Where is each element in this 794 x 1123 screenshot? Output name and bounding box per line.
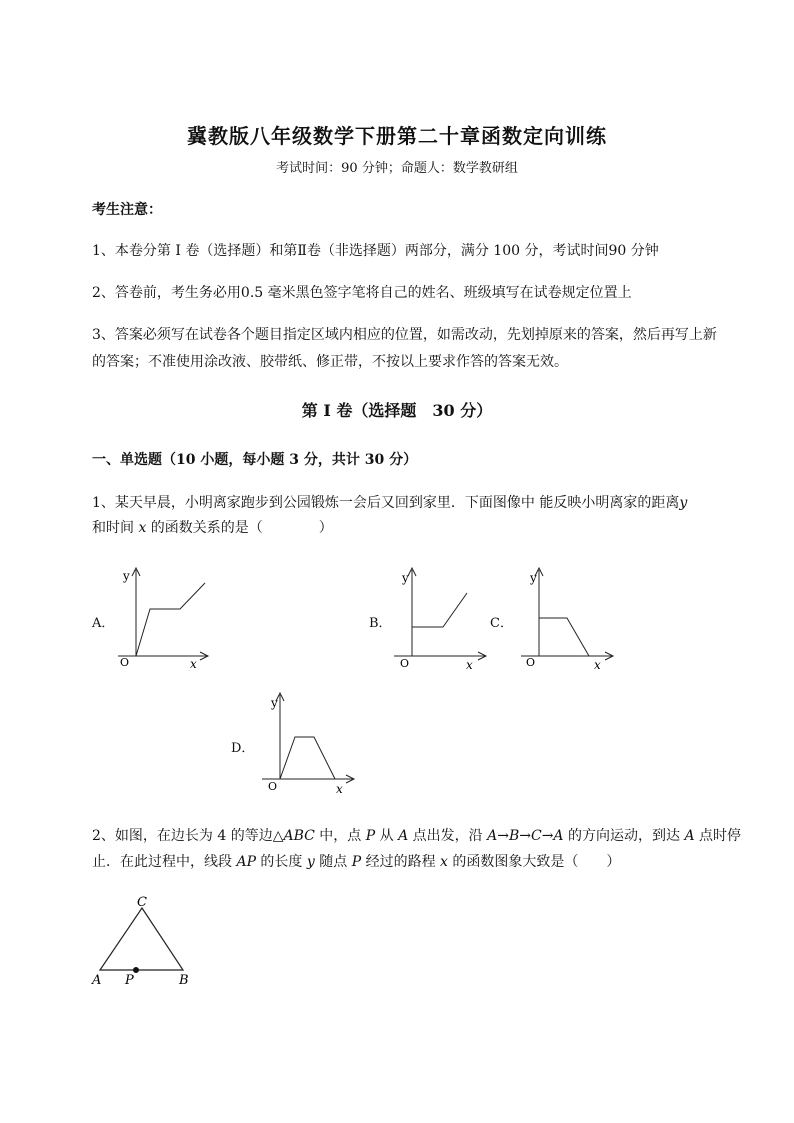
q2-text-2e: 的函数图象大致是（ ） xyxy=(447,854,621,870)
part1-heading: 一、单选题（10 小题，每小题 3 分，共计 30 分） xyxy=(92,452,418,468)
q1-option-a-graph xyxy=(112,564,222,674)
origin-label: O xyxy=(526,656,536,669)
vertex-c-label: C xyxy=(137,895,147,910)
q2-point-a-2: A xyxy=(684,828,695,844)
vertex-a-label: A xyxy=(92,973,102,988)
origin-label: O xyxy=(268,780,278,793)
q2-text-1d: 点出发，沿 xyxy=(408,828,488,844)
q2-segment-ap: AP xyxy=(236,854,256,870)
q1-var-x: x xyxy=(138,520,147,536)
q2-point-p-2: P xyxy=(351,854,362,870)
q2-text-2c: 随点 xyxy=(314,854,352,870)
q2-text-1c: 从 xyxy=(375,828,399,844)
q2-point-p: P xyxy=(365,828,376,844)
q2-text-1e: 的方向运动，到达 xyxy=(563,828,685,844)
q2-line-1 xyxy=(92,822,741,850)
q2-var-x: x xyxy=(440,854,448,870)
q2-text-1b: 中，点 xyxy=(314,828,366,844)
q1-option-b-graph xyxy=(388,564,498,674)
graph-line xyxy=(280,737,335,779)
q2-line-2 xyxy=(92,848,620,876)
notice-item-3-line-1: 3、答案必须写在试卷各个题目指定区域内相应的位置，如需改动，先划掉原来的答案，然后再写上新 xyxy=(92,327,717,343)
q2-text-2d: 经过的路程 xyxy=(361,854,441,870)
point-p-dot xyxy=(133,967,139,973)
section-title: 第 I 卷（选择题 30 分） xyxy=(301,401,493,420)
exam-info: 考试时间：90 分钟；命题人：数学教研组 xyxy=(276,161,518,176)
vertex-b-label: B xyxy=(179,973,189,988)
triangle-abc xyxy=(100,908,183,970)
q1-option-c-graph xyxy=(515,564,625,674)
y-axis-label: y xyxy=(530,571,537,585)
origin-label: O xyxy=(120,656,130,669)
q1-text: 1、某天早晨，小明离家跑步到公园锻炼一会后又回到家里．下面图像中 能反映小明离家的距离 xyxy=(92,495,680,511)
q1-line-1 xyxy=(92,489,687,517)
q1-text-2a: 和时间 xyxy=(92,520,139,536)
q1-var-y: y xyxy=(679,495,688,511)
q2-triangle-figure xyxy=(86,892,206,992)
q2-text-2a: 止．在此过程中，线段 xyxy=(92,854,237,870)
q1-text-2b: 的函数关系的是（ ） xyxy=(146,520,333,536)
graph-line xyxy=(539,618,589,656)
q1-line-2 xyxy=(92,514,333,542)
q2-text-1a: 2、如图，在边长为 4 的等边△ xyxy=(92,828,284,844)
origin-label: O xyxy=(400,657,410,670)
q2-path: A→B→C→A xyxy=(487,828,564,844)
y-axis-label: y xyxy=(271,696,278,710)
graph-line xyxy=(136,583,205,656)
q2-text-2b: 的长度 xyxy=(255,854,307,870)
x-axis-label: x xyxy=(594,658,601,672)
notice-item-3-line-2: 的答案；不准使用涂改液、胶带纸、修正带，不按以上要求作答的答案无效。 xyxy=(92,354,568,370)
q1-option-d-label: D． xyxy=(231,741,255,756)
q2-var-y: y xyxy=(306,854,315,870)
page-title: 冀教版八年级数学下册第二十章函数定向训练 xyxy=(187,124,607,148)
q1-option-a-label: A． xyxy=(92,616,115,631)
x-axis-label: x xyxy=(336,782,343,796)
x-axis-label: x xyxy=(466,658,473,672)
point-p-label: P xyxy=(125,973,134,988)
x-axis-label: x xyxy=(190,657,197,671)
q1-option-b-label: B． xyxy=(369,616,392,631)
notice-heading: 考生注意： xyxy=(92,202,162,218)
y-axis-label: y xyxy=(402,571,409,585)
q2-text-1f: 点时停 xyxy=(694,828,742,844)
y-axis-label: y xyxy=(123,569,130,583)
graph-line xyxy=(412,593,467,627)
q1-option-c-label: C． xyxy=(490,616,513,631)
q2-triangle-name: ABC xyxy=(283,828,315,844)
notice-item-1: 1、本卷分第 I 卷（选择题）和第Ⅱ卷（非选择题）两部分，满分 100 分，考试时间90 分钟 xyxy=(92,243,659,259)
q2-point-a: A xyxy=(398,828,409,844)
q1-option-d-graph xyxy=(256,689,366,799)
notice-item-2: 2、答卷前，考生务必用0.5 毫米黑色签字笔将自己的姓名、班级填写在试卷规定位置上 xyxy=(92,285,632,301)
